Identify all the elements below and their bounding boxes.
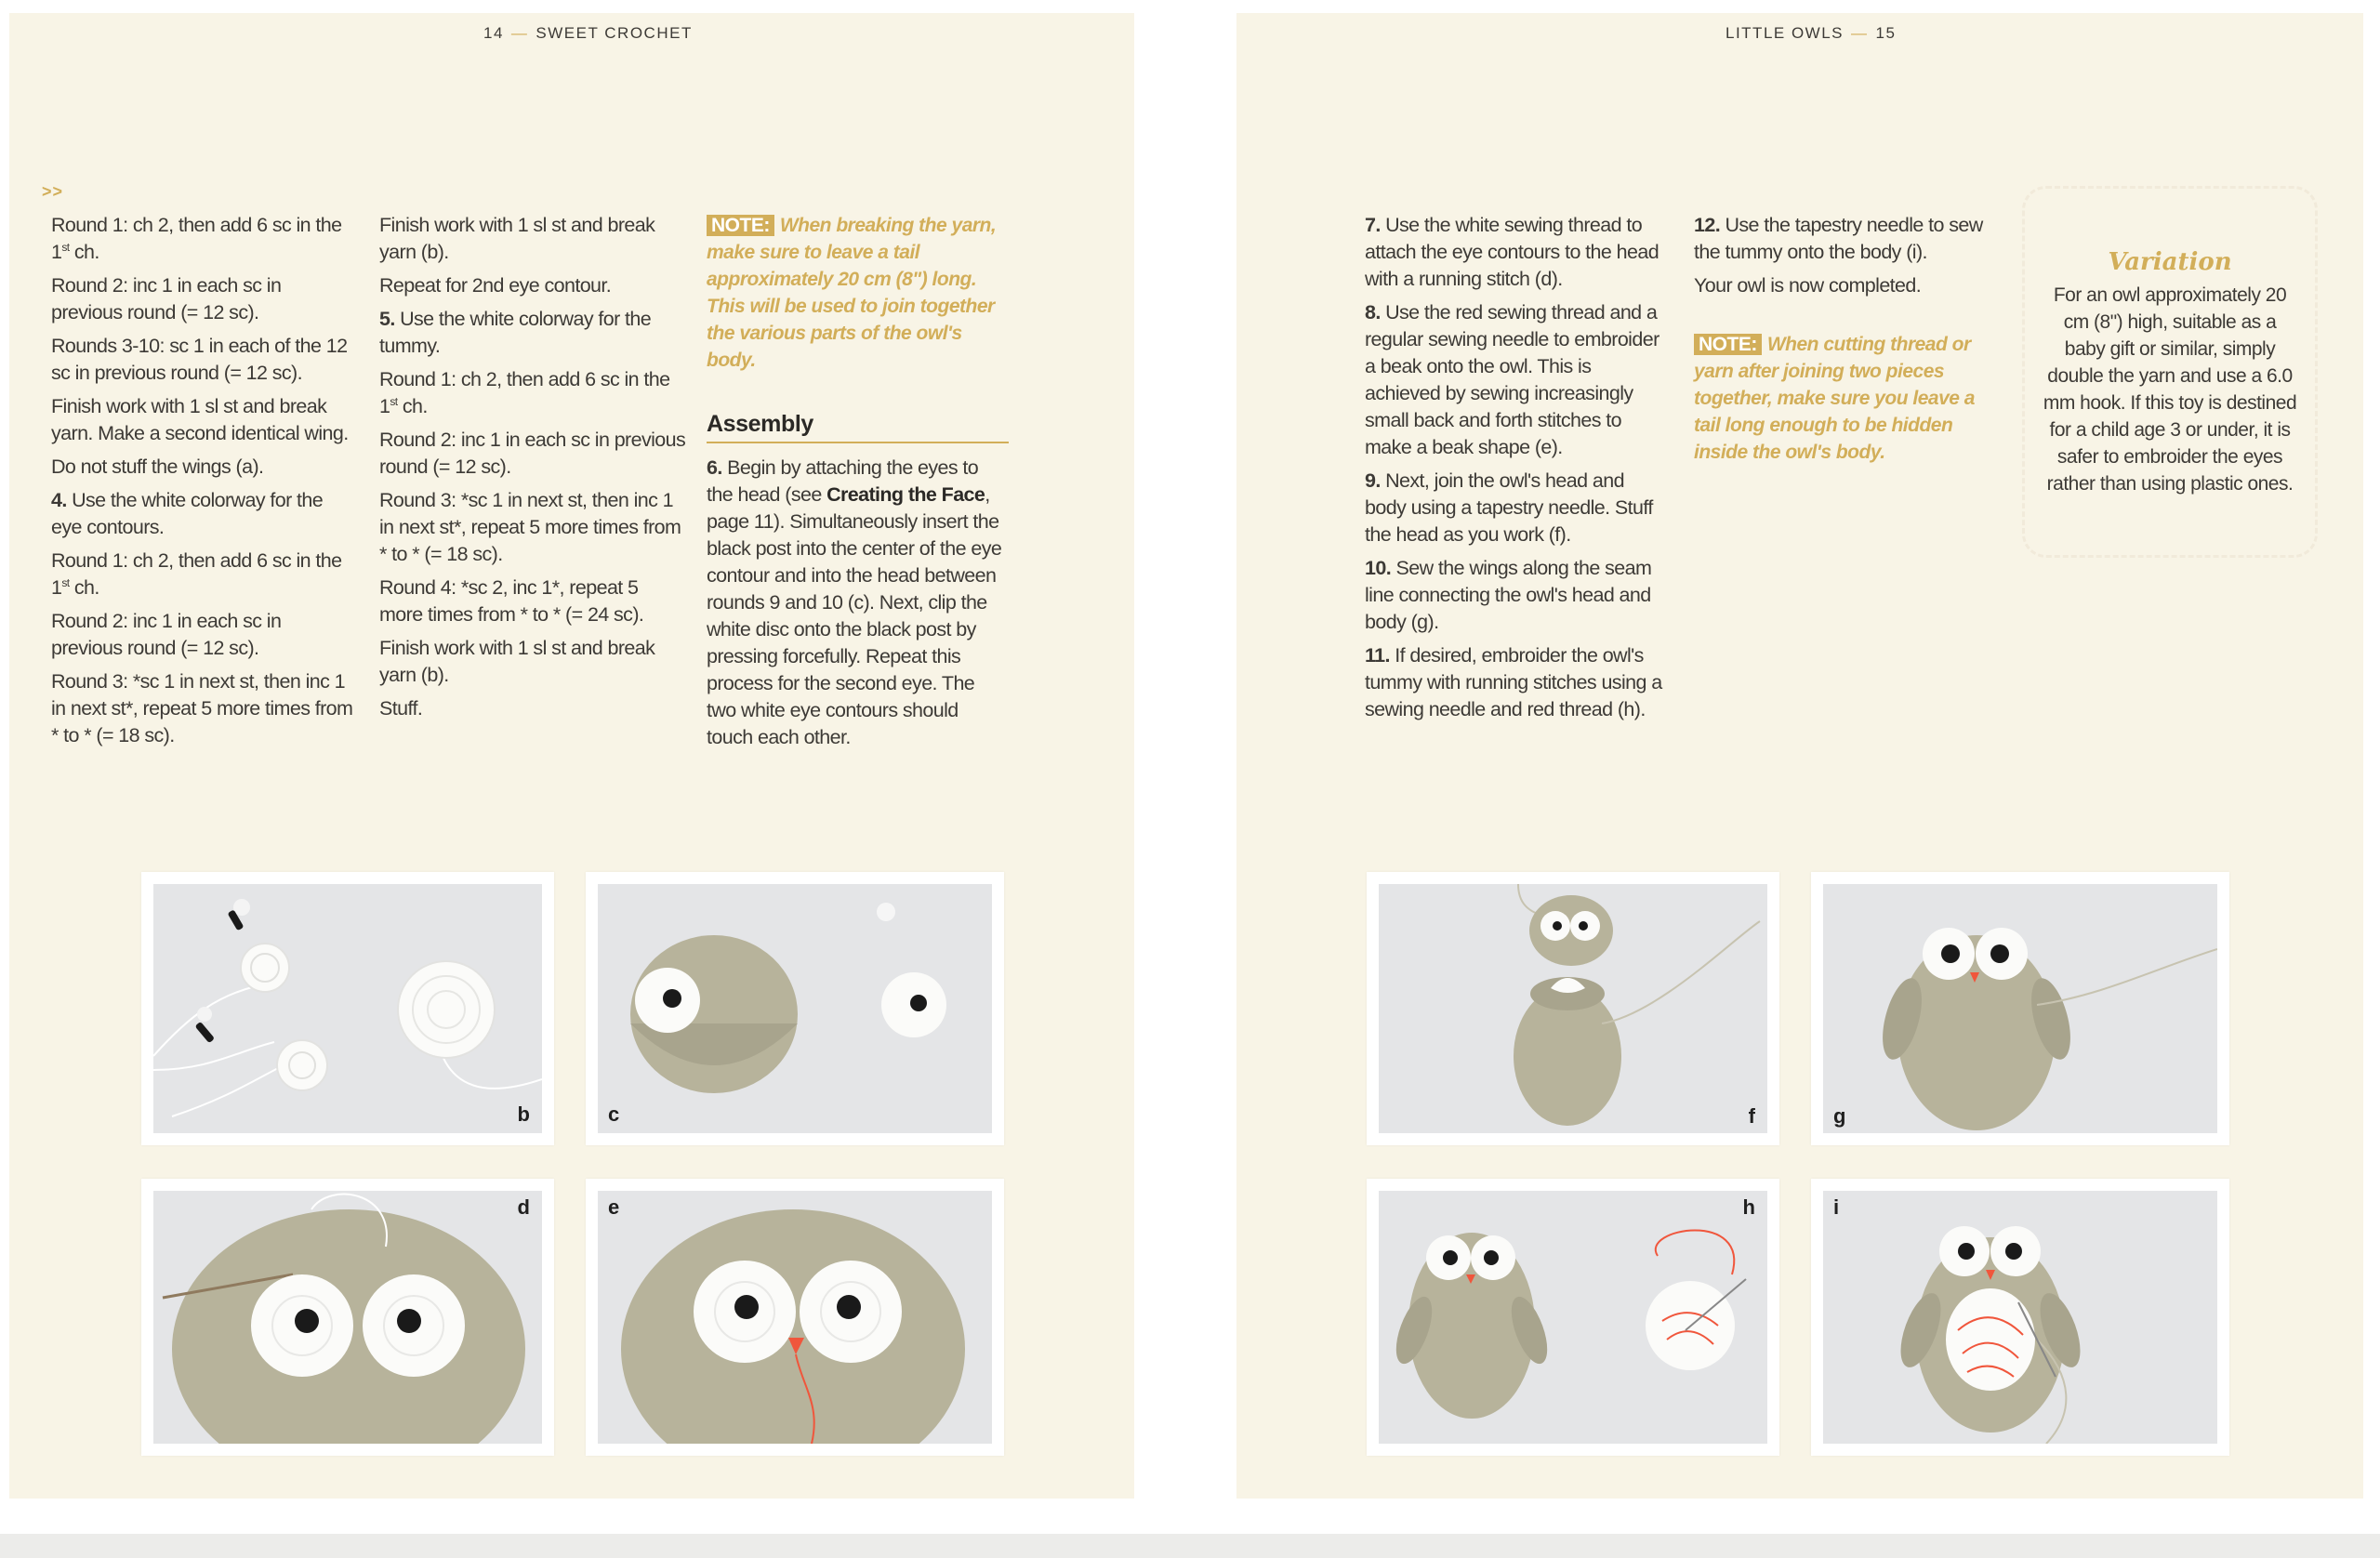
photo-wings-sewn xyxy=(1823,884,2217,1133)
left-column-2 xyxy=(379,212,686,729)
photo-label-e: e xyxy=(608,1195,620,1219)
instruction-line xyxy=(51,548,353,601)
photo-label-f: f xyxy=(1748,1104,1755,1128)
instruction-line xyxy=(51,608,353,662)
photo-finished-owl xyxy=(1823,1191,2217,1444)
photo-tummy-embroidery xyxy=(1379,1191,1767,1444)
note-text: When cutting thread or yarn after joining two pieces together, make sure you leave a tail long enough to be hidden inside the owl's body. xyxy=(1694,334,1975,463)
step-text: Use the tapestry needle to sew the tummy onto the body (i). xyxy=(1694,214,1983,263)
instruction-text: Round 2: inc 1 in each sc in previous round (= 12 sc). xyxy=(51,274,282,323)
instruction-text: Round 3: *sc 1 in next st, then inc 1 in next st*, repeat 5 more times from * to * (= 18 sc). xyxy=(51,670,353,746)
left-column-1 xyxy=(51,212,353,756)
instruction-step xyxy=(1365,555,1667,636)
continue-marker: >> xyxy=(42,182,64,201)
right-page-number: 15 xyxy=(1875,24,1897,42)
photo-label-c: c xyxy=(608,1102,620,1126)
photo-e-frame xyxy=(586,1179,1004,1456)
instruction-text: Round 1: ch 2, then add 6 sc in the 1 xyxy=(379,368,670,417)
instruction-step xyxy=(1365,212,1667,293)
instruction-line xyxy=(51,272,353,326)
instruction-text: Do not stuff the wings (a). xyxy=(51,456,264,478)
step-12 xyxy=(1694,212,2001,266)
instruction-line xyxy=(379,574,686,628)
step-number: 10. xyxy=(1365,557,1392,579)
instruction-text: Round 3: *sc 1 in next st, then inc 1 in next st*, repeat 5 more times from * to * (= 18 sc). xyxy=(379,489,681,565)
instruction-line xyxy=(379,272,686,299)
instruction-line xyxy=(379,366,686,420)
completed-text: Your owl is now completed. xyxy=(1694,274,1922,297)
instruction-line xyxy=(51,393,353,447)
instruction-line xyxy=(379,212,686,266)
note-tag: NOTE: xyxy=(1694,334,1762,355)
instruction-text: Use the white sewing thread to attach the eye contours to the head with a running stitch (d). xyxy=(1365,214,1659,290)
instruction-line xyxy=(51,454,353,481)
instruction-text: Rounds 3-10: sc 1 in each of the 12 sc in previous round (= 12 sc). xyxy=(51,335,348,384)
photo-f-image xyxy=(1379,884,1767,1133)
cross-reference-link: Creating the Face xyxy=(826,483,985,506)
instruction-text: ch. xyxy=(69,241,99,263)
photo-d-frame xyxy=(141,1179,554,1456)
left-column-3 xyxy=(707,212,1009,758)
photo-h-frame xyxy=(1367,1179,1779,1456)
instruction-text: Repeat for 2nd eye contour. xyxy=(379,274,612,297)
instruction-text: ch. xyxy=(69,576,99,599)
instruction-text: Sew the wings along the seam line connecting the owl's head and body (g). xyxy=(1365,557,1652,633)
photo-beak-embroidery xyxy=(598,1191,992,1444)
note-cutting-thread xyxy=(1694,331,2001,466)
instruction-step xyxy=(379,306,686,360)
right-column-1 xyxy=(1365,212,1667,730)
note-text: When breaking the yarn, make sure to leave a tail approximately 20 cm (8") long. This will be used to join together the various parts of the owl's body. xyxy=(707,215,997,371)
step-number: 6. xyxy=(707,456,722,479)
note-breaking-yarn xyxy=(707,212,1009,374)
right-running-head: LITTLE OWLS — 15 xyxy=(1726,24,1897,42)
instruction-line xyxy=(379,635,686,689)
instruction-step xyxy=(1365,468,1667,548)
photo-label-d: d xyxy=(517,1195,530,1219)
photo-h-image xyxy=(1379,1191,1767,1444)
instruction-step xyxy=(1365,299,1667,461)
photo-b-image xyxy=(153,884,542,1133)
photo-f-frame xyxy=(1367,872,1779,1145)
instruction-line xyxy=(379,487,686,568)
photo-i-image xyxy=(1823,1191,2217,1444)
book-title: SWEET CROCHET xyxy=(536,24,693,42)
book-shadow xyxy=(0,1534,2380,1558)
instruction-text: Finish work with 1 sl st and break yarn. Make a second identical wing. xyxy=(51,395,349,444)
photo-label-b: b xyxy=(517,1102,530,1126)
photo-c-frame xyxy=(586,872,1004,1145)
photo-label-h: h xyxy=(1742,1195,1755,1219)
instruction-text: ch. xyxy=(397,395,428,417)
step-number: 11. xyxy=(1365,644,1390,667)
ordinal-suffix: st xyxy=(61,240,70,254)
instruction-text: Round 1: ch 2, then add 6 sc in the 1 xyxy=(51,214,342,263)
step-number: 8. xyxy=(1365,301,1381,323)
photo-eye-attached xyxy=(598,884,992,1133)
step-number: 9. xyxy=(1365,469,1381,492)
instruction-text: Round 2: inc 1 in each sc in previous round (= 12 sc). xyxy=(51,610,282,659)
instruction-text: Round 4: *sc 2, inc 1*, repeat 5 more times from * to * (= 24 sc). xyxy=(379,576,644,626)
instruction-line xyxy=(51,212,353,266)
instruction-step xyxy=(1365,642,1667,723)
photo-i-frame xyxy=(1811,1179,2229,1456)
note-tag: NOTE: xyxy=(707,215,774,236)
instruction-text: Next, join the owl's head and body using a tapestry needle. Stuff the head as you work (f). xyxy=(1365,469,1653,546)
instruction-line xyxy=(379,695,686,722)
instruction-text: Use the white colorway for the tummy. xyxy=(379,308,652,357)
variation-box xyxy=(2022,186,2318,558)
photo-c-image xyxy=(598,884,992,1133)
chapter-title: LITTLE OWLS xyxy=(1726,24,1844,42)
photo-sewing-eyes xyxy=(153,1191,542,1444)
instruction-text: Use the red sewing thread and a regular sewing needle to embroider a beak onto the owl. This is achieved by sewing increasingly small back and forth stitches to make a beak shape (e). xyxy=(1365,301,1659,458)
photo-label-g: g xyxy=(1833,1104,1846,1128)
instruction-step xyxy=(51,487,353,541)
step-number: 5. xyxy=(379,308,395,330)
photo-d-image xyxy=(153,1191,542,1444)
variation-text: For an owl approximately 20 cm (8") high, suitable as a baby gift or similar, simply double the yarn and use a 6.0 mm hook. If this toy is destined for a child age 3 or under, it is safer to embroider the eyes rather than using plastic ones. xyxy=(2043,284,2297,495)
instruction-line xyxy=(51,333,353,387)
instruction-text: If desired, embroider the owl's tummy with running stitches using a sewing needle and red thread (h). xyxy=(1365,644,1662,720)
instruction-text: Round 2: inc 1 in each sc in previous round (= 12 sc). xyxy=(379,429,686,478)
instruction-line xyxy=(379,427,686,481)
instruction-line xyxy=(51,668,353,749)
instruction-text: Use the white colorway for the eye contours. xyxy=(51,489,324,538)
left-running-head: 14 — SWEET CROCHET xyxy=(483,24,693,42)
photo-g-frame xyxy=(1811,872,2229,1145)
photo-eye-contours xyxy=(153,884,542,1133)
ordinal-suffix: st xyxy=(390,394,398,408)
instruction-text: Finish work with 1 sl st and break yarn (b). xyxy=(379,637,655,686)
step-number: 4. xyxy=(51,489,67,511)
photo-b-frame xyxy=(141,872,554,1145)
photo-join-head-body xyxy=(1379,884,1767,1133)
right-column-2 xyxy=(1694,212,2001,472)
step-6 xyxy=(707,455,1009,751)
assembly-heading: Assembly xyxy=(707,411,1009,443)
photo-label-i: i xyxy=(1833,1195,1840,1219)
photo-g-image xyxy=(1823,884,2217,1133)
step-text: , page 11). Simultaneously insert the black post into the center of the eye contour and into the head between rounds 9 and 10 (c). Next, clip the white disc onto the black post by pressing forcefully. Repeat this process for the second eye. The two white eye contours should touch each other. xyxy=(707,483,1002,748)
step-text: Begin by attaching the eyes to the head (see xyxy=(707,456,979,506)
ordinal-suffix: st xyxy=(61,575,70,589)
step-number: 12. xyxy=(1694,214,1721,236)
left-page-number: 14 xyxy=(483,24,504,42)
instruction-text: Stuff. xyxy=(379,697,423,720)
photo-e-image xyxy=(598,1191,992,1444)
step-number: 7. xyxy=(1365,214,1381,236)
instruction-text: Round 1: ch 2, then add 6 sc in the 1 xyxy=(51,549,342,599)
variation-title: Variation xyxy=(2108,248,2232,276)
instruction-text: Finish work with 1 sl st and break yarn (b). xyxy=(379,214,655,263)
